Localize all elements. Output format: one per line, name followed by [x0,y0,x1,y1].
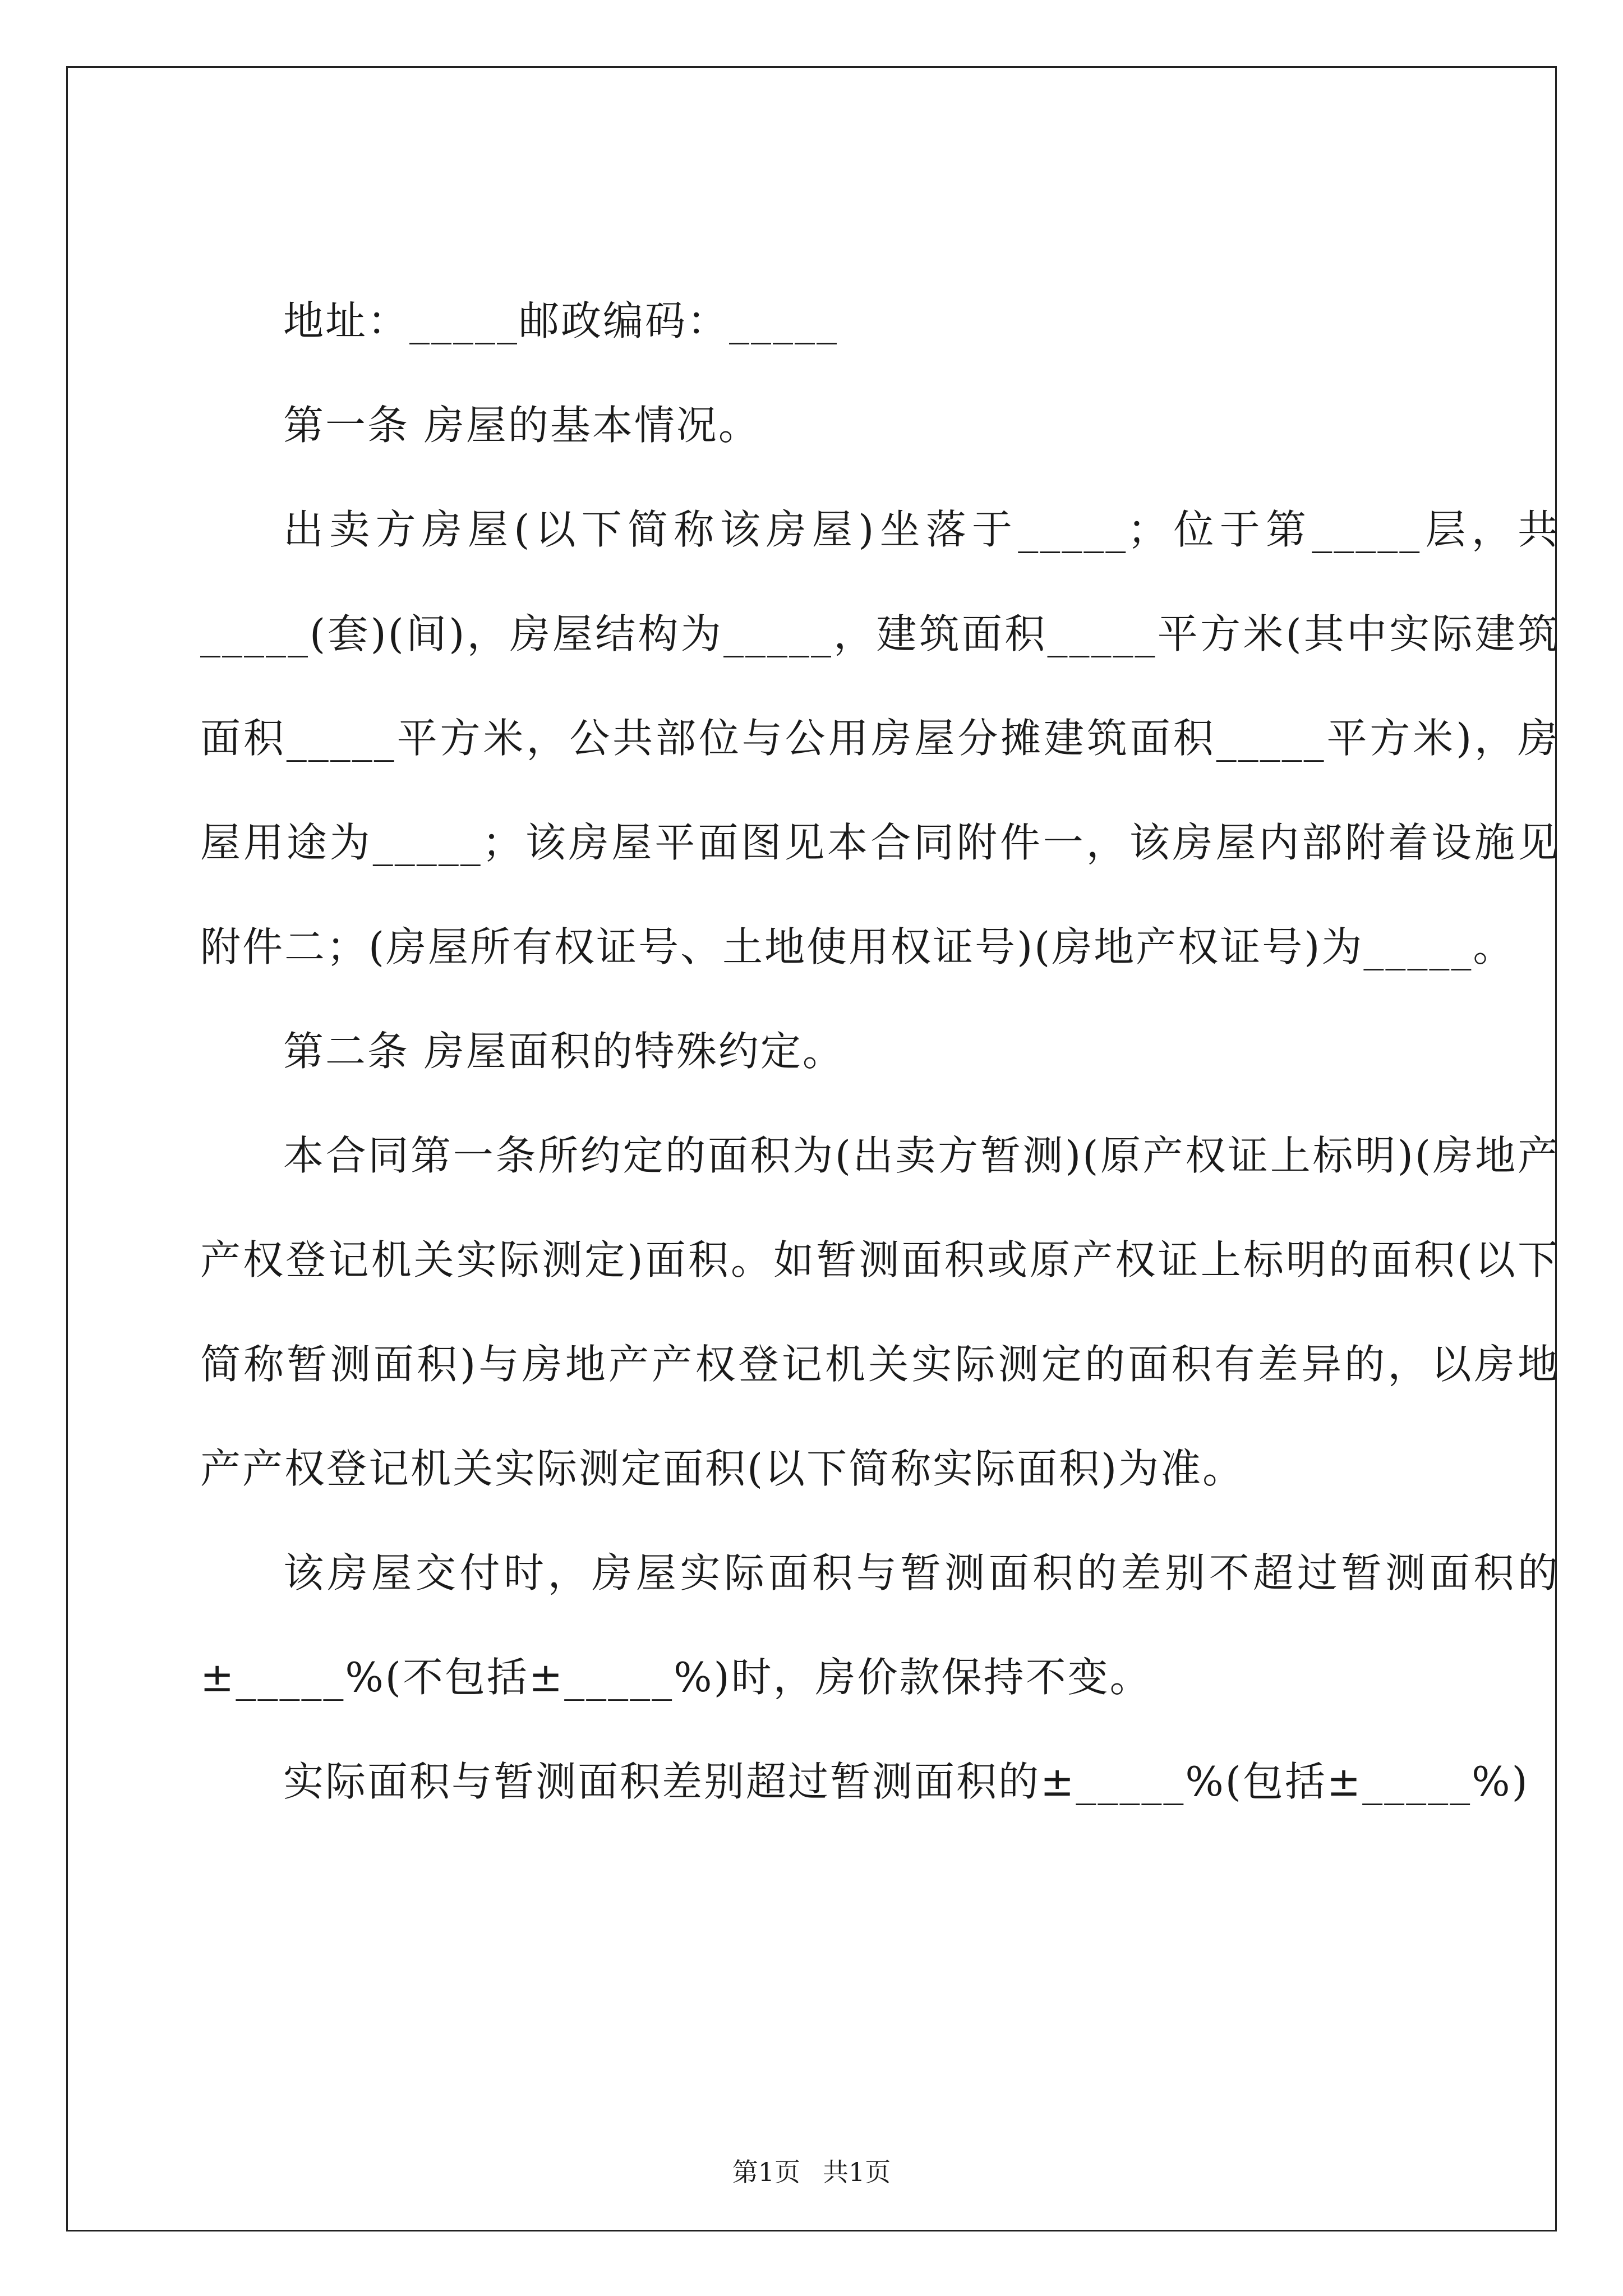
page-footer [0,2155,1623,2189]
article-1-body: 出卖方房屋(以下简称该房屋)坐落于_____；位于第_____层，共_____(套)(间)，房屋结构为_____，建筑面积_____平方米(其中实际建筑面积_____平方米，公共部位与公用房屋分摊建筑面积_____平方米)，房屋用途为_____；该房屋平面图见本合同附件一，该房屋内部附着设施见附件二；(房屋所有权证号、土地使用权证号)(房地产权证号)为_____。 [200,506,1560,970]
article-2-excess-clause: 实际面积与暂测面积差别超过暂测面积的±_____%(包括±_____%) [283,1758,1529,1805]
article-1-heading: 第一条 房屋的基本情况。 [283,402,760,449]
article-2-heading: 第二条 房屋面积的特殊约定。 [283,1028,845,1075]
article-2-delivery-clause: 该房屋交付时，房屋实际面积与暂测面积的差别不超过暂测面积的±_____%(不包括±_____%)时，房价款保持不变。 [200,1549,1560,1701]
page-number-current: 第1页 [732,2157,800,2187]
document-body [200,68,1560,2143]
address-line: 地址：_____邮政编码：_____ [283,297,839,344]
article-2-body: 本合同第一条所约定的面积为(出卖方暂测)(原产权证上标明)(房地产产权登记机关实际测定)面积。如暂测面积或原产权证上标明的面积(以下简称暂测面积)与房地产产权登记机关实际测定的面积有差异的，以房地产产权登记机关实际测定面积(以下简称实际面积)为准。 [200,1132,1560,1492]
page-frame [66,66,1560,2231]
page-number-total: 共1页 [823,2157,891,2187]
